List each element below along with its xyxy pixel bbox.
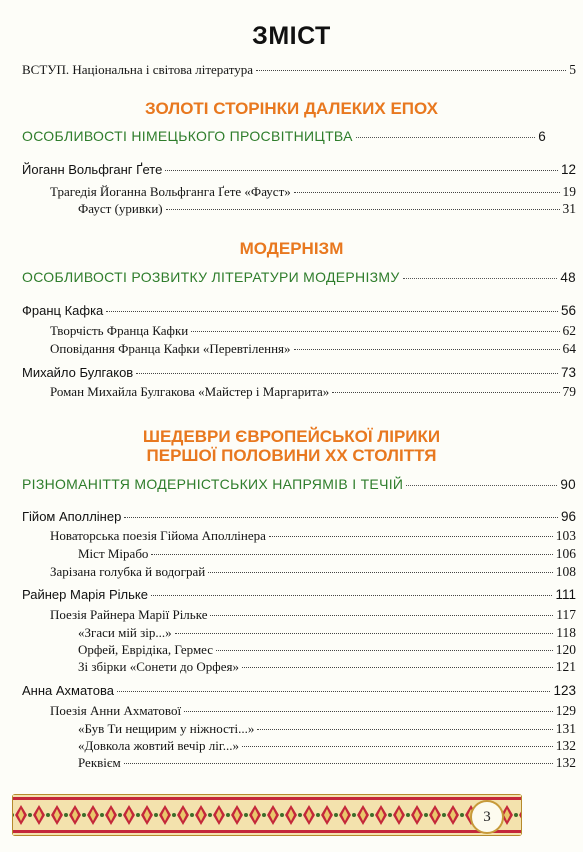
toc-entry-kafka[interactable] [22, 303, 576, 323]
toc-entry-page: 132 [555, 755, 576, 770]
toc-entry-title: Михайло Булгаков [22, 365, 134, 380]
toc-entry-page: 118 [556, 625, 576, 640]
toc-entry-goethe[interactable] [22, 162, 576, 182]
toc-entry-page: 62 [562, 323, 576, 338]
toc-entry-page: 111 [555, 587, 576, 602]
toc-entry-german-enlightenment[interactable] [22, 128, 546, 148]
dot-leader [242, 667, 553, 668]
dot-leader [166, 209, 560, 210]
toc-entry-rilke-poetry[interactable] [50, 607, 576, 627]
toc-entry-bulgakov[interactable] [22, 365, 576, 385]
toc-entry-page: 129 [555, 703, 576, 718]
toc-entry-page: 12 [560, 162, 576, 177]
dot-leader [208, 572, 553, 573]
page-number-badge: 3 [470, 800, 504, 834]
dot-leader [175, 633, 554, 634]
dot-leader [216, 650, 553, 651]
toc-entry-page: 5 [569, 62, 576, 77]
toc-entry-page: 19 [562, 184, 576, 199]
toc-entry-page: 123 [553, 683, 576, 698]
section-heading-modernism: МОДЕРНІЗМ [239, 239, 344, 258]
toc-entry-akhmatova-poetry[interactable] [50, 703, 576, 723]
toc-entry-page: 90 [560, 477, 576, 492]
dot-leader [242, 746, 553, 747]
dot-leader [124, 763, 553, 764]
toc-entry-page: 56 [560, 303, 576, 318]
toc-entry-page: 103 [555, 528, 576, 543]
toc-entry-page: 64 [562, 341, 576, 356]
dot-leader [165, 170, 558, 171]
toc-entry-page: 6 [538, 129, 546, 144]
toc-entry-kafka-works[interactable] [50, 323, 576, 343]
toc-entry-sonnets-orpheus[interactable] [78, 659, 576, 679]
toc-entry-title: Новаторська поезія Гійома Аполлінера [50, 528, 266, 543]
toc-entry-title: Франц Кафка [22, 303, 104, 318]
toc-entry-title: Реквієм [78, 755, 121, 770]
dot-leader [356, 137, 535, 138]
toc-entry-title: Оповідання Франца Кафки «Перевтілення» [50, 341, 291, 356]
dot-leader [332, 392, 559, 393]
toc-entry-title: Фауст (уривки) [78, 201, 163, 216]
dot-leader [403, 278, 558, 279]
dot-leader [294, 192, 560, 193]
toc-entry-page: 48 [560, 270, 576, 285]
toc-entry-title: Міст Мірабо [78, 546, 149, 561]
toc-entry-requiem[interactable] [78, 755, 576, 775]
toc-entry-page: 106 [555, 546, 576, 561]
toc-entry-apollinaire[interactable] [22, 509, 576, 529]
toc-entry-title: «Згаси мій зір...» [78, 625, 172, 640]
toc-entry-page: 96 [560, 509, 576, 524]
toc-entry-title: Йоганн Вольфганг Ґете [22, 162, 163, 177]
dot-leader [151, 554, 552, 555]
dot-leader [406, 485, 557, 486]
toc-entry-page: 108 [555, 564, 576, 579]
toc-entry-title: Творчість Франца Кафки [50, 323, 189, 338]
toc-entry-page: 121 [555, 659, 576, 674]
toc-entry-page: 31 [562, 201, 576, 216]
dot-leader [184, 711, 553, 712]
toc-entry-title: Райнер Марія Рільке [22, 587, 148, 602]
toc-entry-title: Трагедія Йоганна Вольфганга Ґете «Фауст» [50, 184, 291, 199]
toc-entry-mirabeau-bridge[interactable] [78, 546, 576, 566]
toc-entry-title: ОСОБЛИВОСТІ НІМЕЦЬКОГО ПРОСВІТНИЦТВА [22, 128, 353, 144]
toc-entry-page: 131 [555, 721, 576, 736]
toc-entry-title: «Довкола жовтий вечір ліг...» [78, 738, 239, 753]
dot-leader [136, 373, 558, 374]
toc-entry-title: Орфей, Еврідіка, Гермес [78, 642, 214, 657]
toc-entry-title: Зарізана голубка й водограй [50, 564, 206, 579]
section-heading-first-half-xx: ПЕРШОЇ ПОЛОВИНИ ХХ СТОЛІТТЯ [146, 446, 437, 465]
dot-leader [210, 615, 553, 616]
toc-entry-master-margarita[interactable] [50, 384, 576, 404]
toc-entry-modernist-movements[interactable] [22, 476, 576, 496]
toc-entry-rilke[interactable] [22, 587, 576, 607]
toc-entry-intro[interactable] [22, 62, 576, 82]
toc-entry-page: 117 [556, 607, 576, 622]
toc-entry-apollinaire-poetry[interactable] [50, 528, 576, 548]
toc-entry-title: Роман Михайла Булгакова «Майстер і Маргарита» [50, 384, 330, 399]
toc-entry-title: ОСОБЛИВОСТІ РОЗВИТКУ ЛІТЕРАТУРИ МОДЕРНІЗМУ [22, 269, 400, 285]
dot-leader [257, 729, 552, 730]
section-heading-golden-pages: ЗОЛОТІ СТОРІНКИ ДАЛЕКИХ ЕПОХ [145, 99, 438, 118]
toc-entry-title: Гійом Аполлінер [22, 509, 122, 524]
toc-entry-faust-excerpts[interactable] [78, 201, 576, 221]
dot-leader [269, 536, 553, 537]
dot-leader [151, 595, 553, 596]
page-title: ЗМІСТ [252, 22, 331, 50]
toc-entry-page: 79 [562, 384, 576, 399]
toc-entry-title: ВСТУП. Національна і світова література [22, 62, 253, 77]
dot-leader [256, 70, 566, 71]
section-heading-lyric-masterpieces: ШЕДЕВРИ ЄВРОПЕЙСЬКОЇ ЛІРИКИ [142, 427, 441, 446]
dot-leader [124, 517, 558, 518]
dot-leader [117, 691, 551, 692]
toc-entry-page: 132 [555, 738, 576, 753]
toc-entry-title: Поезія Анни Ахматової [50, 703, 182, 718]
toc-entry-metamorphosis[interactable] [50, 341, 576, 361]
embroidery-ornament-band [12, 794, 522, 836]
toc-entry-page: 120 [555, 642, 576, 657]
toc-entry-title: РІЗНОМАНІТТЯ МОДЕРНІСТСЬКИХ НАПРЯМІВ І ТЕЧІЙ [22, 476, 404, 492]
toc-entry-title: «Був Ти нещирим у ніжності...» [78, 721, 255, 736]
dot-leader [106, 311, 558, 312]
toc-entry-dove-fountain[interactable] [50, 564, 576, 584]
toc-entry-page: 73 [560, 365, 576, 380]
dot-leader [191, 331, 559, 332]
toc-entry-title: Поезія Райнера Марії Рільке [50, 607, 208, 622]
dot-leader [294, 349, 560, 350]
toc-entry-modernism-features[interactable] [22, 269, 576, 289]
toc-entry-akhmatova[interactable] [22, 683, 576, 703]
toc-entry-title: Анна Ахматова [22, 683, 114, 698]
toc-entry-title: Зі збірки «Сонети до Орфея» [78, 659, 239, 674]
